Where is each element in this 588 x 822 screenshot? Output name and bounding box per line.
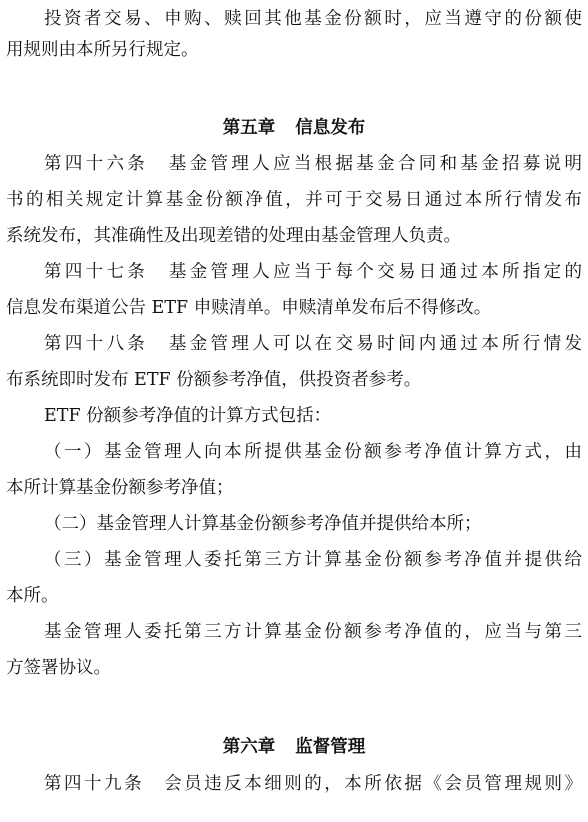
text-line: 布系统即时发布 ETF 份额参考净值，供投资者参考。: [6, 370, 422, 390]
text-line: 书的相关规定计算基金份额净值，并可于交易日通过本所行情发布: [6, 190, 582, 210]
text-line: 信息发布渠道公告 ETF 申赎清单。申赎清单发布后不得修改。: [6, 298, 492, 318]
text-line: 用规则由本所另行规定。: [6, 40, 199, 60]
text-line: （二）基金管理人计算基金份额参考净值并提供给本所；: [44, 514, 482, 534]
text-line: 本所。: [6, 586, 59, 606]
chapter-heading-6: [0, 736, 588, 758]
chapter-title: 监督管理: [295, 737, 366, 757]
chapter-title: 信息发布: [295, 118, 366, 138]
text-line: 第四十七条 基金管理人应当于每个交易日通过本所指定的: [44, 262, 582, 282]
text-line: （三）基金管理人委托第三方计算基金份额参考净值并提供给: [44, 550, 582, 570]
chapter-heading-5: [0, 117, 588, 139]
text-line: 第四十九条 会员违反本细则的，本所依据《会员管理规则》: [44, 774, 582, 794]
text-line: 基金管理人委托第三方计算基金份额参考净值的，应当与第三: [44, 622, 582, 642]
text-line: （一）基金管理人向本所提供基金份额参考净值计算方式，由: [44, 442, 582, 462]
text-line: 第四十八条 基金管理人可以在交易时间内通过本所行情发: [44, 334, 582, 354]
text-line: 第四十六条 基金管理人应当根据基金合同和基金招募说明: [44, 154, 582, 174]
text-line: 方签署协议。: [6, 658, 111, 678]
chapter-number: 第六章: [222, 737, 276, 757]
text-line: 投资者交易、申购、赎回其他基金份额时，应当遵守的份额使: [44, 9, 582, 29]
text-line: 系统发布，其准确性及出现差错的处理由基金管理人负责。: [6, 226, 461, 246]
text-line: ETF 份额参考净值的计算方式包括：: [44, 406, 332, 426]
chapter-number: 第五章: [222, 118, 276, 138]
text-line: 本所计算基金份额参考净值；: [6, 478, 234, 498]
